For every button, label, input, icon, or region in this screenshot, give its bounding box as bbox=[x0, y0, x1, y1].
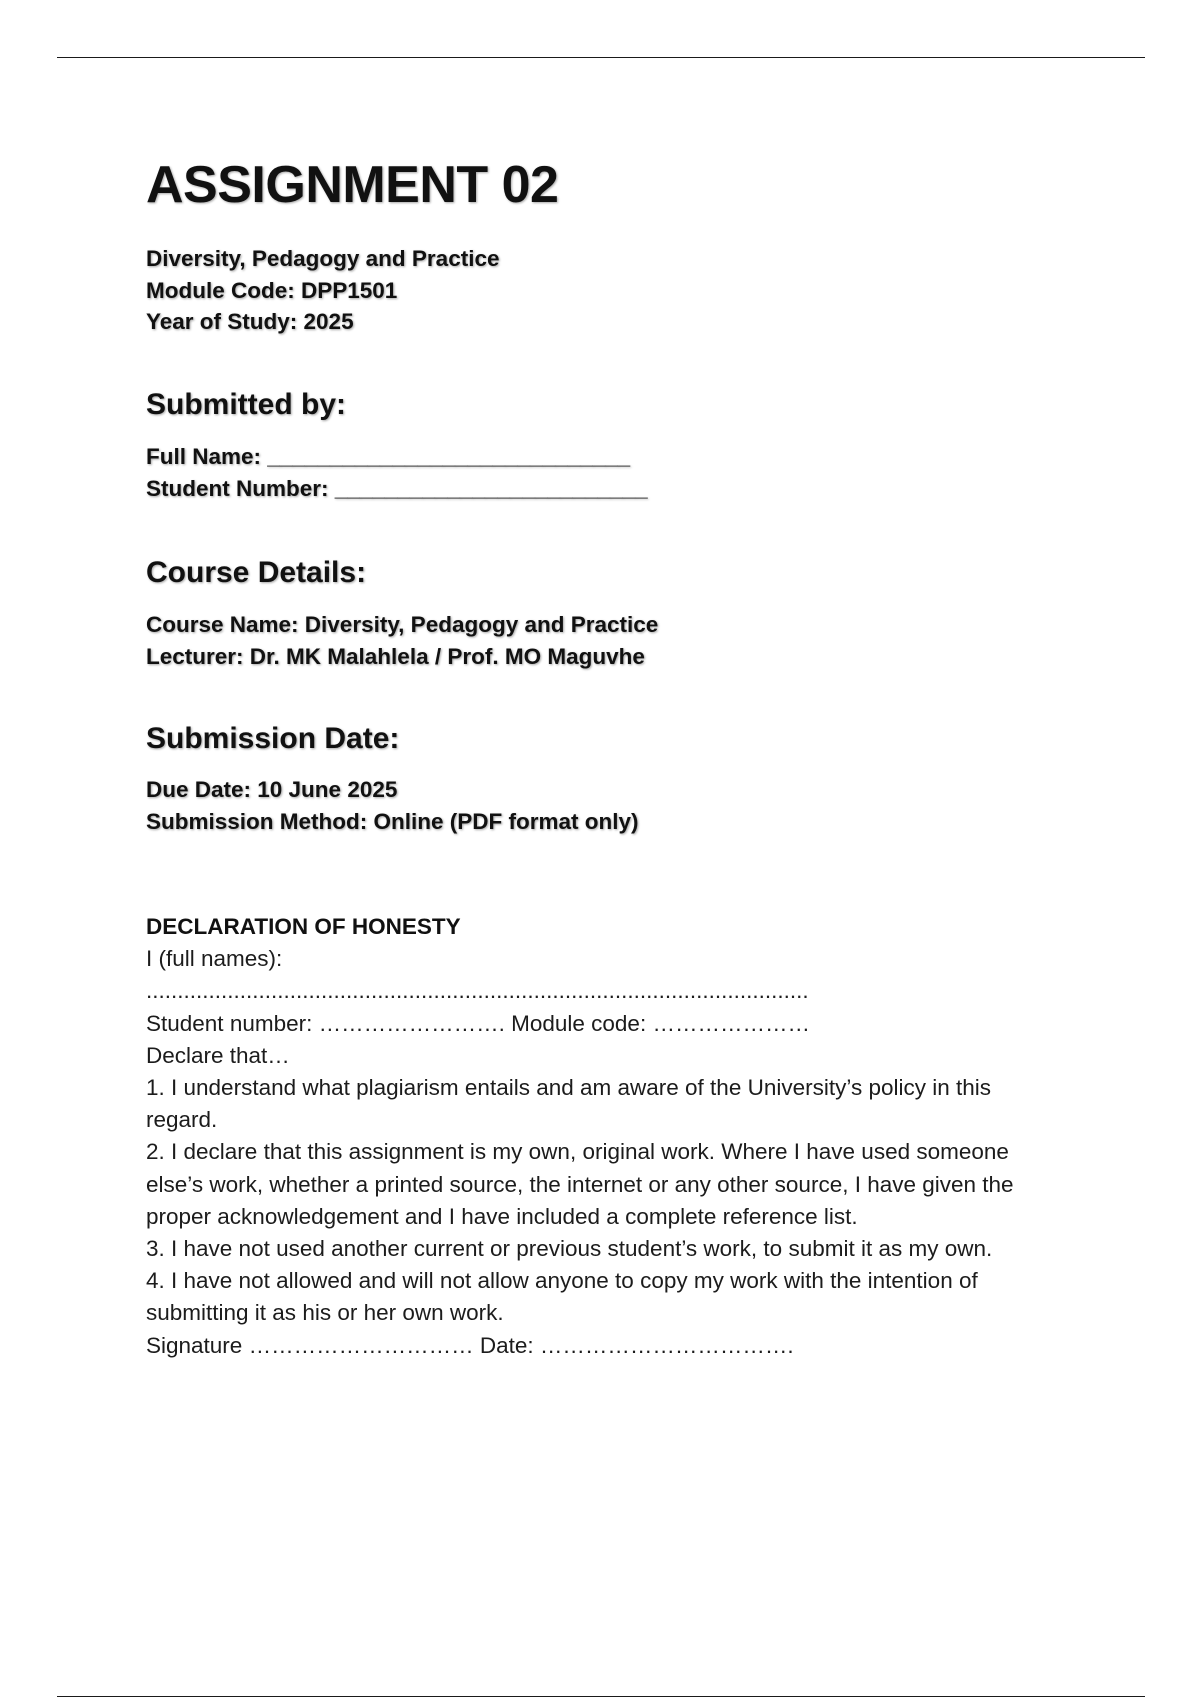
course-details bbox=[146, 609, 658, 672]
declaration-item-3: 3. I have not used another current or previous student’s work, to submit it as my own. bbox=[146, 1236, 993, 1262]
bottom-rule bbox=[57, 1696, 1145, 1697]
student-module-line: Student number: ……………………. Module code: ………………… bbox=[146, 1010, 810, 1036]
year-of-study: Year of Study: 2025 bbox=[146, 309, 354, 334]
student-number-field: Student Number: _________________________ bbox=[146, 475, 648, 501]
signature-date-line: Signature ………………………… Date: ……………………………. bbox=[146, 1332, 794, 1358]
course-details-heading: Course Details: bbox=[146, 556, 367, 589]
lecturer: Lecturer: Dr. MK Malahlela / Prof. MO Maguvhe bbox=[146, 643, 645, 669]
full-names-dotted-line: .......................................................................................................... bbox=[146, 978, 809, 1004]
declaration-item-2: 2. I declare that this assignment is my own, original work. Where I have used someone else’s work, whether a printed source, the internet or any other source, I have given the proper acknowledgement and I have included a complete reference list. bbox=[146, 1139, 1014, 1229]
due-date: Due Date: 10 June 2025 bbox=[146, 777, 398, 802]
submitted-by-heading: Submitted by: bbox=[146, 388, 346, 421]
full-names-label: I (full names): bbox=[146, 946, 283, 972]
module-info bbox=[146, 243, 499, 338]
top-rule bbox=[57, 57, 1145, 58]
submitted-by-fields bbox=[146, 441, 648, 504]
declaration-of-honesty bbox=[146, 911, 1026, 1362]
assignment-title: ASSIGNMENT 02 bbox=[146, 156, 559, 214]
submission-method: Submission Method: Online (PDF format only) bbox=[146, 808, 639, 834]
declaration-item-1: 1. I understand what plagiarism entails and am aware of the University’s policy in this regard. bbox=[146, 1075, 992, 1133]
module-code: Module Code: DPP1501 bbox=[146, 277, 398, 303]
full-name-field: Full Name: _____________________________ bbox=[146, 444, 631, 469]
declaration-item-4: 4. I have not allowed and will not allow anyone to copy my work with the intention of submitting it as his or her own work. bbox=[146, 1268, 978, 1326]
submission-date-heading: Submission Date: bbox=[146, 722, 400, 755]
submission-details bbox=[146, 774, 639, 837]
declaration-heading: DECLARATION OF HONESTY bbox=[146, 914, 461, 939]
module-course-name: Diversity, Pedagogy and Practice bbox=[146, 246, 500, 271]
course-name: Course Name: Diversity, Pedagogy and Practice bbox=[146, 612, 659, 637]
declare-that: Declare that… bbox=[146, 1042, 290, 1068]
